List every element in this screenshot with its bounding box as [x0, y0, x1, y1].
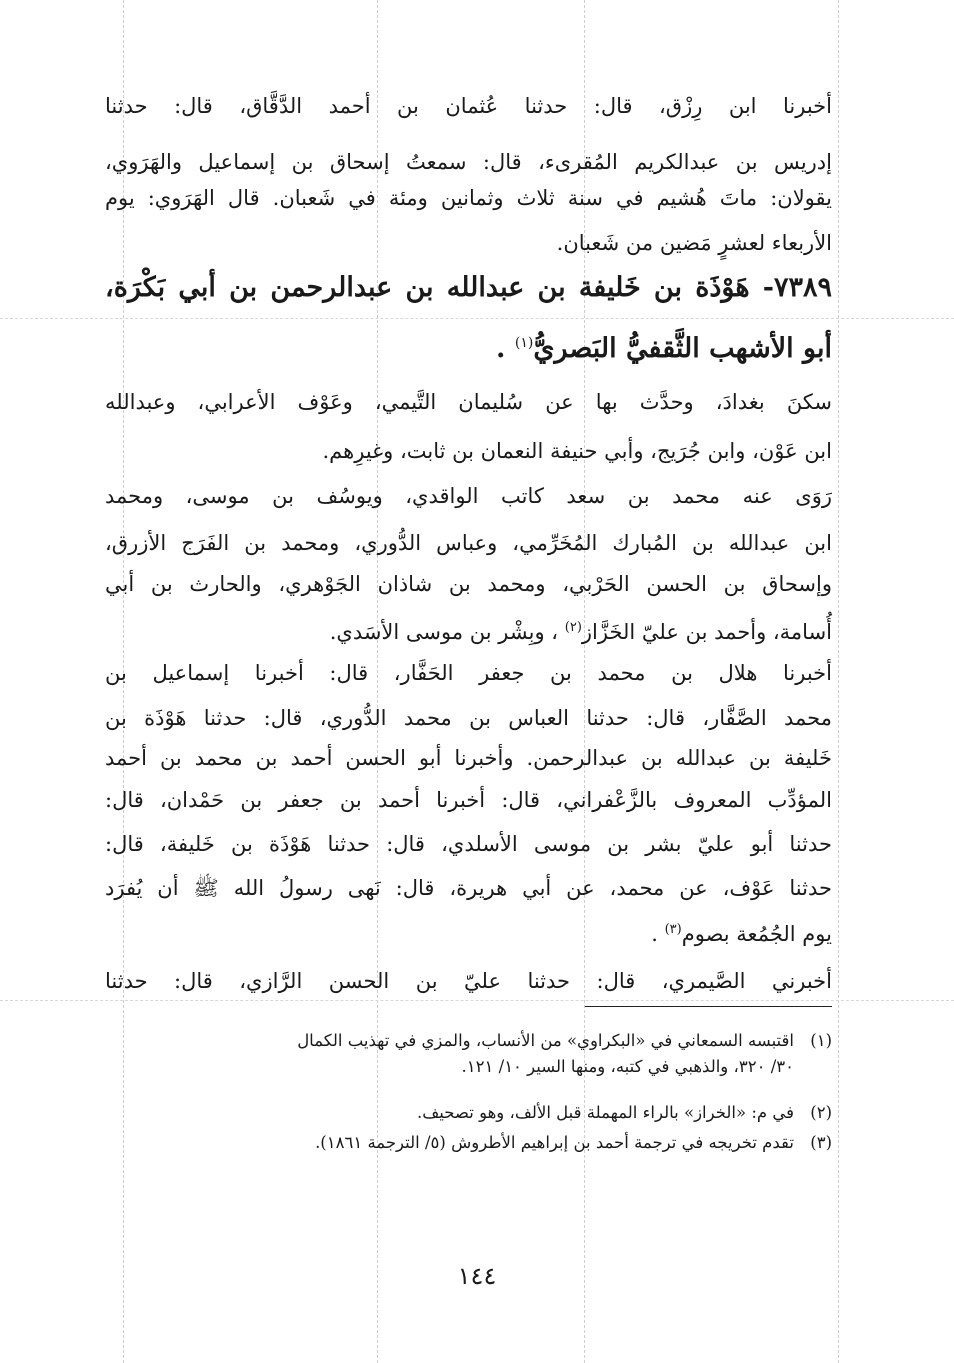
text-line: حدثنا أبو عليّ بشر بن موسى الأسلدي، قال: حدثنا هَوْذَة بن خَليفة، قال: — [105, 832, 832, 856]
entry-heading: ٧٣٨٩- هَوْذَة بن خَليفة بن عبدالله بن عبدالرحمن بن أبي بَكْرَة، — [105, 272, 832, 303]
text-line: رَوَى عنه محمد بن سعد كاتب الواقدي، ويوسُف بن موسى، ومحمد — [105, 484, 832, 508]
footnote-separator — [585, 1006, 832, 1007]
entry-heading-name: أبو الأشهب الثَّقفيُّ البَصريُّ$^{(١)}$ . — [496, 333, 832, 364]
footnote-ref: (٢) — [564, 620, 582, 635]
text-line: أخبرنا هلال بن محمد بن جعفر الحَفَّار، قال: أخبرنا إسماعيل بن — [105, 661, 832, 685]
guide-line — [0, 318, 954, 319]
footnote-ref: (٣) — [664, 922, 682, 937]
text-line: ابن عبدالله بن المُبارك المُخَرِّمي، وعباس الدُّوري، ومحمد بن الفَرَج الأزرق، — [105, 531, 832, 555]
text-line: أخبرني الصَّيمري، قال: حدثنا عليّ بن الحسن الرَّازي، قال: حدثنا — [105, 969, 832, 993]
page-number: ١٤٤ — [457, 1262, 497, 1290]
text-line: حدثنا عَوْف، عن محمد، عن أبي هريرة، قال: نَهى رسولُ الله ﷺ أن يُفرَد — [105, 876, 832, 900]
text-line: محمد الصَّفَّار، قال: حدثنا العباس بن محمد الدُّوري، قال: حدثنا هَوْذَة بن — [105, 706, 832, 730]
text-line: يوم الجُمُعة بصوم$^{(٣)}$ . — [651, 922, 832, 946]
text-line: ابن عَوْن، وابن جُرَيج، وأبي حنيفة النعمان بن ثابت، وغيرِهم. — [322, 439, 832, 463]
text-line: سكنَ بغدادَ، وحدَّث بها عن سُليمان التَّيمي، وعَوْف الأعرابي، وعبدالله — [105, 390, 832, 414]
text-line: إدريس بن عبدالكريم المُقرىء، قال: سمعتُ إسحاق بن إسماعيل والهَرَوي، — [105, 150, 832, 174]
text-line: يقولان: ماتَ هُشيم في سنة ثلاث وثمانين ومئة في شَعبان. قال الهَرَوي: يوم — [105, 186, 832, 210]
footnote: (١)اقتبسه السمعاني في «البكراوي» من الأنساب، والمزي في تهذيب الكمال — [297, 1031, 832, 1050]
text-line: أُسامة، وأحمد بن عليّ الخَزَّاز$^{(٢)}$ ، وبِشْر بن موسى الأسَدي. — [329, 620, 832, 644]
guide-line — [838, 0, 839, 1363]
footnote-ref: (١) — [514, 335, 534, 351]
text-line: الأربعاء لعشرٍ مَضين من شَعبان. — [556, 231, 832, 255]
footnote: ٣٠/ ٣٢٠، والذهبي في كتبه، ومنها السير ١٠/ ١٢١. — [461, 1057, 794, 1076]
text-line: خَليفة بن عبدالله بن عبدالرحمن. وأخبرنا أبو الحسن أحمد بن محمد بن أحمد — [105, 746, 832, 770]
text-line: أخبرنا ابن رِزْق، قال: حدثنا عُثمان بن أحمد الدَّقَّاق، قال: حدثنا — [105, 94, 832, 118]
footnote: (٣)تقدم تخريجه في ترجمة أحمد بن إبراهيم الأطروش (٥/ الترجمة ١٨٦١). — [315, 1133, 832, 1152]
text-line: وإسحاق بن الحسن الحَرْبي، ومحمد بن شاذان الجَوْهري، والحارث بن أبي — [105, 572, 833, 596]
text-line: المؤدِّب المعروف بالزَّعْفراني، قال: أخبرنا أحمد بن جعفر بن حَمْدان، قال: — [105, 788, 832, 812]
footnote: (٢)في م: «الخراز» بالراء المهملة قبل الألف، وهو تصحيف. — [416, 1103, 832, 1122]
guide-line — [0, 1000, 954, 1001]
